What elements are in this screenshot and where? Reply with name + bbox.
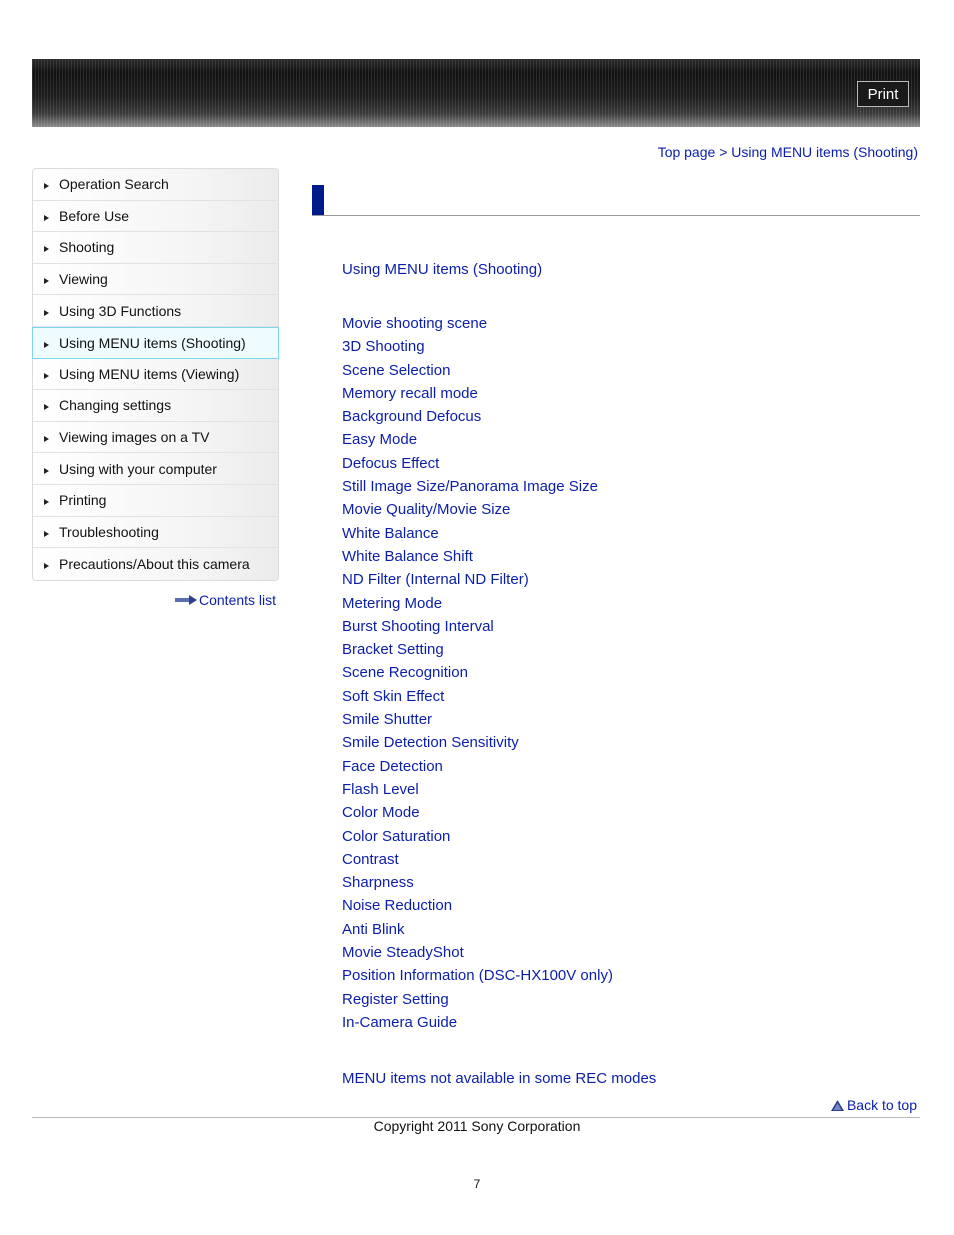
rec-modes-link[interactable]: MENU items not available in some REC modes [342,1070,657,1087]
sidebar-item-3d-functions[interactable] [33,295,278,327]
menu-item-link[interactable]: Still Image Size/Panorama Image Size [342,478,598,496]
triangle-right-icon [44,342,49,348]
triangle-right-icon [44,373,49,379]
sidebar-item-label: Precautions/About this camera [59,555,250,572]
sidebar-item-computer[interactable] [33,453,278,485]
menu-item-link[interactable]: 3D Shooting [342,338,425,356]
menu-item-link[interactable]: Soft Skin Effect [342,687,445,705]
sidebar-item-label: Troubleshooting [59,523,159,540]
menu-item-link[interactable]: Defocus Effect [342,454,440,472]
menu-item-link[interactable]: In-Camera Guide [342,1013,458,1031]
menu-item-link[interactable]: Movie Quality/Movie Size [342,501,511,519]
sidebar-item-precautions[interactable] [33,548,278,580]
breadcrumb-current-link[interactable]: Using MENU items (Shooting) [731,144,918,160]
back-to-top-label: Back to top [846,1097,917,1113]
sidebar-item-label: Using 3D Functions [59,302,182,319]
triangle-right-icon [44,404,49,410]
sidebar-item-operation-search[interactable] [33,169,278,201]
menu-item-link[interactable]: Scene Recognition [342,664,468,682]
sidebar-nav [32,168,279,581]
menu-item-link[interactable]: Color Mode [342,804,420,822]
breadcrumb-separator: > [719,144,728,160]
menu-item-link[interactable]: Contrast [342,850,399,868]
sidebar-item-label: Using MENU items (Viewing) [59,365,240,382]
menu-item-link[interactable]: ND Filter (Internal ND Filter) [342,571,529,589]
menu-item-link[interactable]: Face Detection [342,757,443,775]
back-to-top-link[interactable] [831,1097,917,1113]
menu-item-link[interactable]: Bracket Setting [342,641,444,659]
page-number: 7 [473,1177,481,1191]
section-link[interactable]: Using MENU items (Shooting) [342,261,543,278]
sidebar-item-label: Using MENU items (Shooting) [59,334,246,351]
sidebar-item-label: Before Use [59,207,130,224]
menu-item-link[interactable]: Burst Shooting Interval [342,617,494,635]
triangle-right-icon [44,183,49,189]
menu-item-link[interactable]: Register Setting [342,990,449,1008]
breadcrumb-top-link[interactable]: Top page [657,144,716,160]
menu-item-link[interactable]: Color Saturation [342,827,451,845]
sidebar-item-label: Viewing [59,271,108,288]
contents-list-link[interactable] [175,592,276,608]
breadcrumb [658,144,918,160]
triangle-right-icon [44,563,49,569]
sidebar-item-label: Changing settings [59,397,172,414]
triangle-up-icon [831,1100,844,1111]
menu-item-link[interactable]: Smile Shutter [342,711,433,729]
triangle-right-icon [44,246,49,252]
sidebar-item-label: Shooting [59,239,115,256]
menu-item-link[interactable]: Movie shooting scene [342,315,488,332]
menu-item-link[interactable]: Movie SteadyShot [342,944,464,962]
sidebar-item-label: Viewing images on a TV [59,429,210,446]
triangle-right-icon [44,278,49,284]
menu-item-link[interactable]: Background Defocus [342,408,482,426]
arrow-right-icon [175,595,197,605]
sidebar-item-changing-settings[interactable] [33,390,278,422]
menu-item-link[interactable]: Sharpness [342,874,414,892]
menu-items-list [342,313,613,1035]
menu-item-link[interactable]: Noise Reduction [342,897,453,915]
triangle-right-icon [44,499,49,505]
sidebar-item-before-use[interactable] [33,201,278,233]
menu-item-link[interactable]: Scene Selection [342,361,451,379]
page-title-bar [312,185,920,216]
sidebar-item-label: Printing [59,492,107,509]
contents-list-label: Contents list [199,592,277,608]
menu-item-link[interactable]: White Balance Shift [342,547,473,565]
title-marker [312,185,324,215]
copyright-text: Copyright 2011 Sony Corporation [373,1118,581,1134]
sidebar-item-printing[interactable] [33,485,278,517]
menu-item-link[interactable]: Metering Mode [342,594,443,612]
menu-item-link[interactable]: Flash Level [342,780,419,798]
menu-item-link[interactable]: Position Information (DSC-HX100V only) [342,967,613,985]
menu-item-link[interactable]: Smile Detection Sensitivity [342,734,519,752]
menu-item-link[interactable]: Easy Mode [342,431,418,449]
triangle-right-icon [44,468,49,474]
triangle-right-icon [44,310,49,316]
header-banner [32,59,920,127]
sidebar-item-troubleshooting[interactable] [33,517,278,549]
sidebar-item-viewing-tv[interactable] [33,422,278,454]
menu-item-link[interactable]: Anti Blink [342,920,405,938]
triangle-right-icon [44,215,49,221]
sidebar-item-label: Operation Search [59,176,169,193]
sidebar-item-viewing[interactable] [33,264,278,296]
sidebar-item-shooting[interactable] [33,232,278,264]
menu-item-link[interactable]: Memory recall mode [342,384,478,402]
triangle-right-icon [44,436,49,442]
sidebar-item-menu-viewing[interactable] [33,359,278,391]
menu-item-link[interactable]: White Balance [342,524,439,542]
sidebar-item-label: Using with your computer [59,460,217,477]
triangle-right-icon [44,531,49,537]
print-button[interactable]: Print [857,81,909,107]
sidebar-item-menu-shooting[interactable] [32,327,279,359]
